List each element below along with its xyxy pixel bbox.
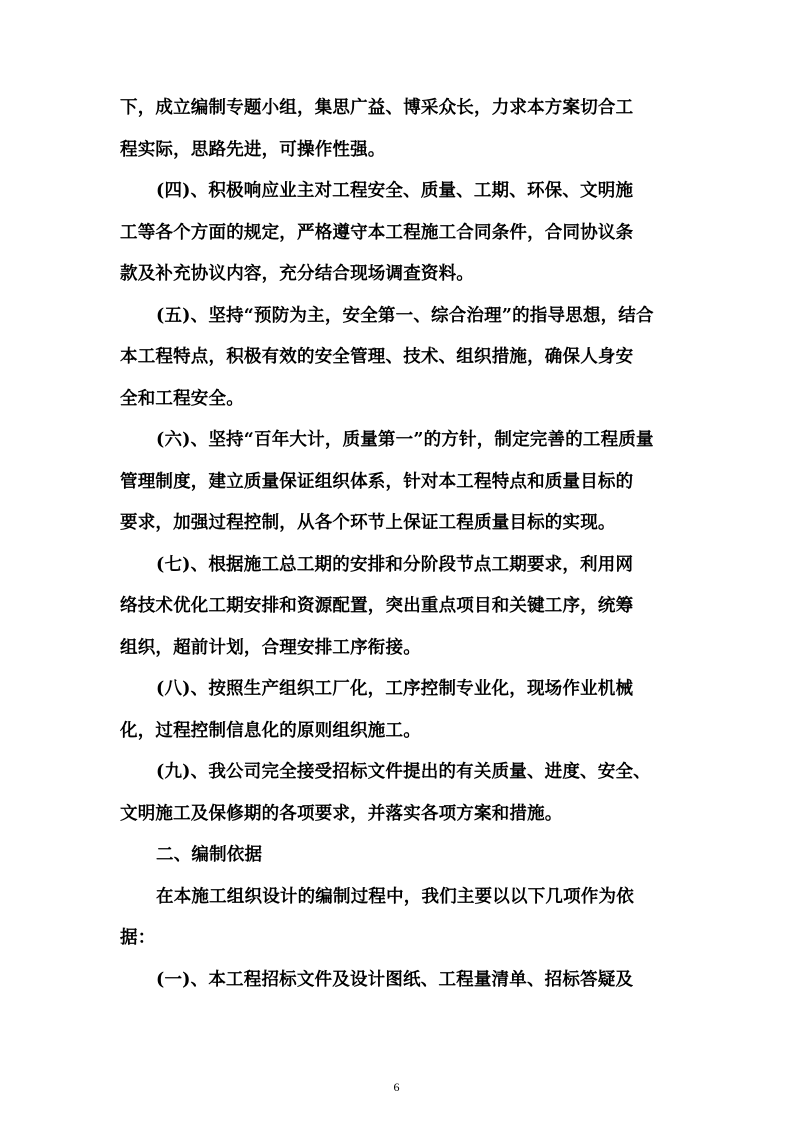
text-line: (七)、根据施工总工期的安排和分阶段节点工期要求，利用网 — [156, 554, 634, 575]
page-number: 6 — [393, 1080, 400, 1094]
text-line: 管理制度，建立质量保证组织体系，针对本工程特点和质量目标的 — [120, 471, 634, 492]
text-line: 本工程特点，积极有效的安全管理、技术、组织措施，确保人身安 — [120, 347, 634, 367]
document-body — [120, 88, 665, 1001]
text-line: 化，过程控制信息化的原则组织施工。 — [120, 720, 421, 741]
section-heading: 二、编制依据 — [156, 845, 263, 865]
text-line: 工等各个方面的规定，严格遵守本工程施工合同条件，合同协议条 — [120, 222, 634, 243]
text-line: 款及补充协议内容，充分结合现场调查资料。 — [120, 264, 474, 284]
text-line: (九)、我公司完全接受招标文件提出的有关质量、进度、安全、 — [156, 762, 651, 782]
text-line: (四)、积极响应业主对工程安全、质量、工期、环保、文明施 — [156, 181, 634, 201]
text-line: (六)、坚持“百年大计，质量第一”的方针，制定完善的工程质量 — [156, 430, 654, 450]
text-line: (一)、本工程招标文件及设计图纸、工程量清单、招标答疑及 — [156, 969, 634, 990]
text-line: (五)、坚持“预防为主，安全第一、综合治理”的指导思想，结合 — [156, 305, 654, 326]
text-line: 全和工程安全。 — [120, 388, 244, 409]
text-line: 在本施工组织设计的编制过程中，我们主要以以下几项作为依 — [156, 886, 634, 907]
text-line: 组织，超前计划，合理安排工序衔接。 — [120, 637, 421, 658]
text-line: (八)、按照生产组织工厂化，工序控制专业化，现场作业机械 — [156, 679, 634, 699]
text-line: 据： — [120, 928, 156, 948]
text-line: 络技术优化工期安排和资源配置，突出重点项目和关键工序，统筹 — [120, 596, 634, 616]
text-line: 文明施工及保修期的各项要求，并落实各项方案和措施。 — [120, 803, 563, 824]
text-line: 下，成立编制专题小组，集思广益、博采众长，力求本方案切合工 — [120, 98, 634, 118]
text-line: 程实际，思路先进，可操作性强。 — [120, 139, 386, 160]
text-line: 要求，加强过程控制，从各个环节上保证工程质量目标的实现。 — [120, 513, 616, 533]
